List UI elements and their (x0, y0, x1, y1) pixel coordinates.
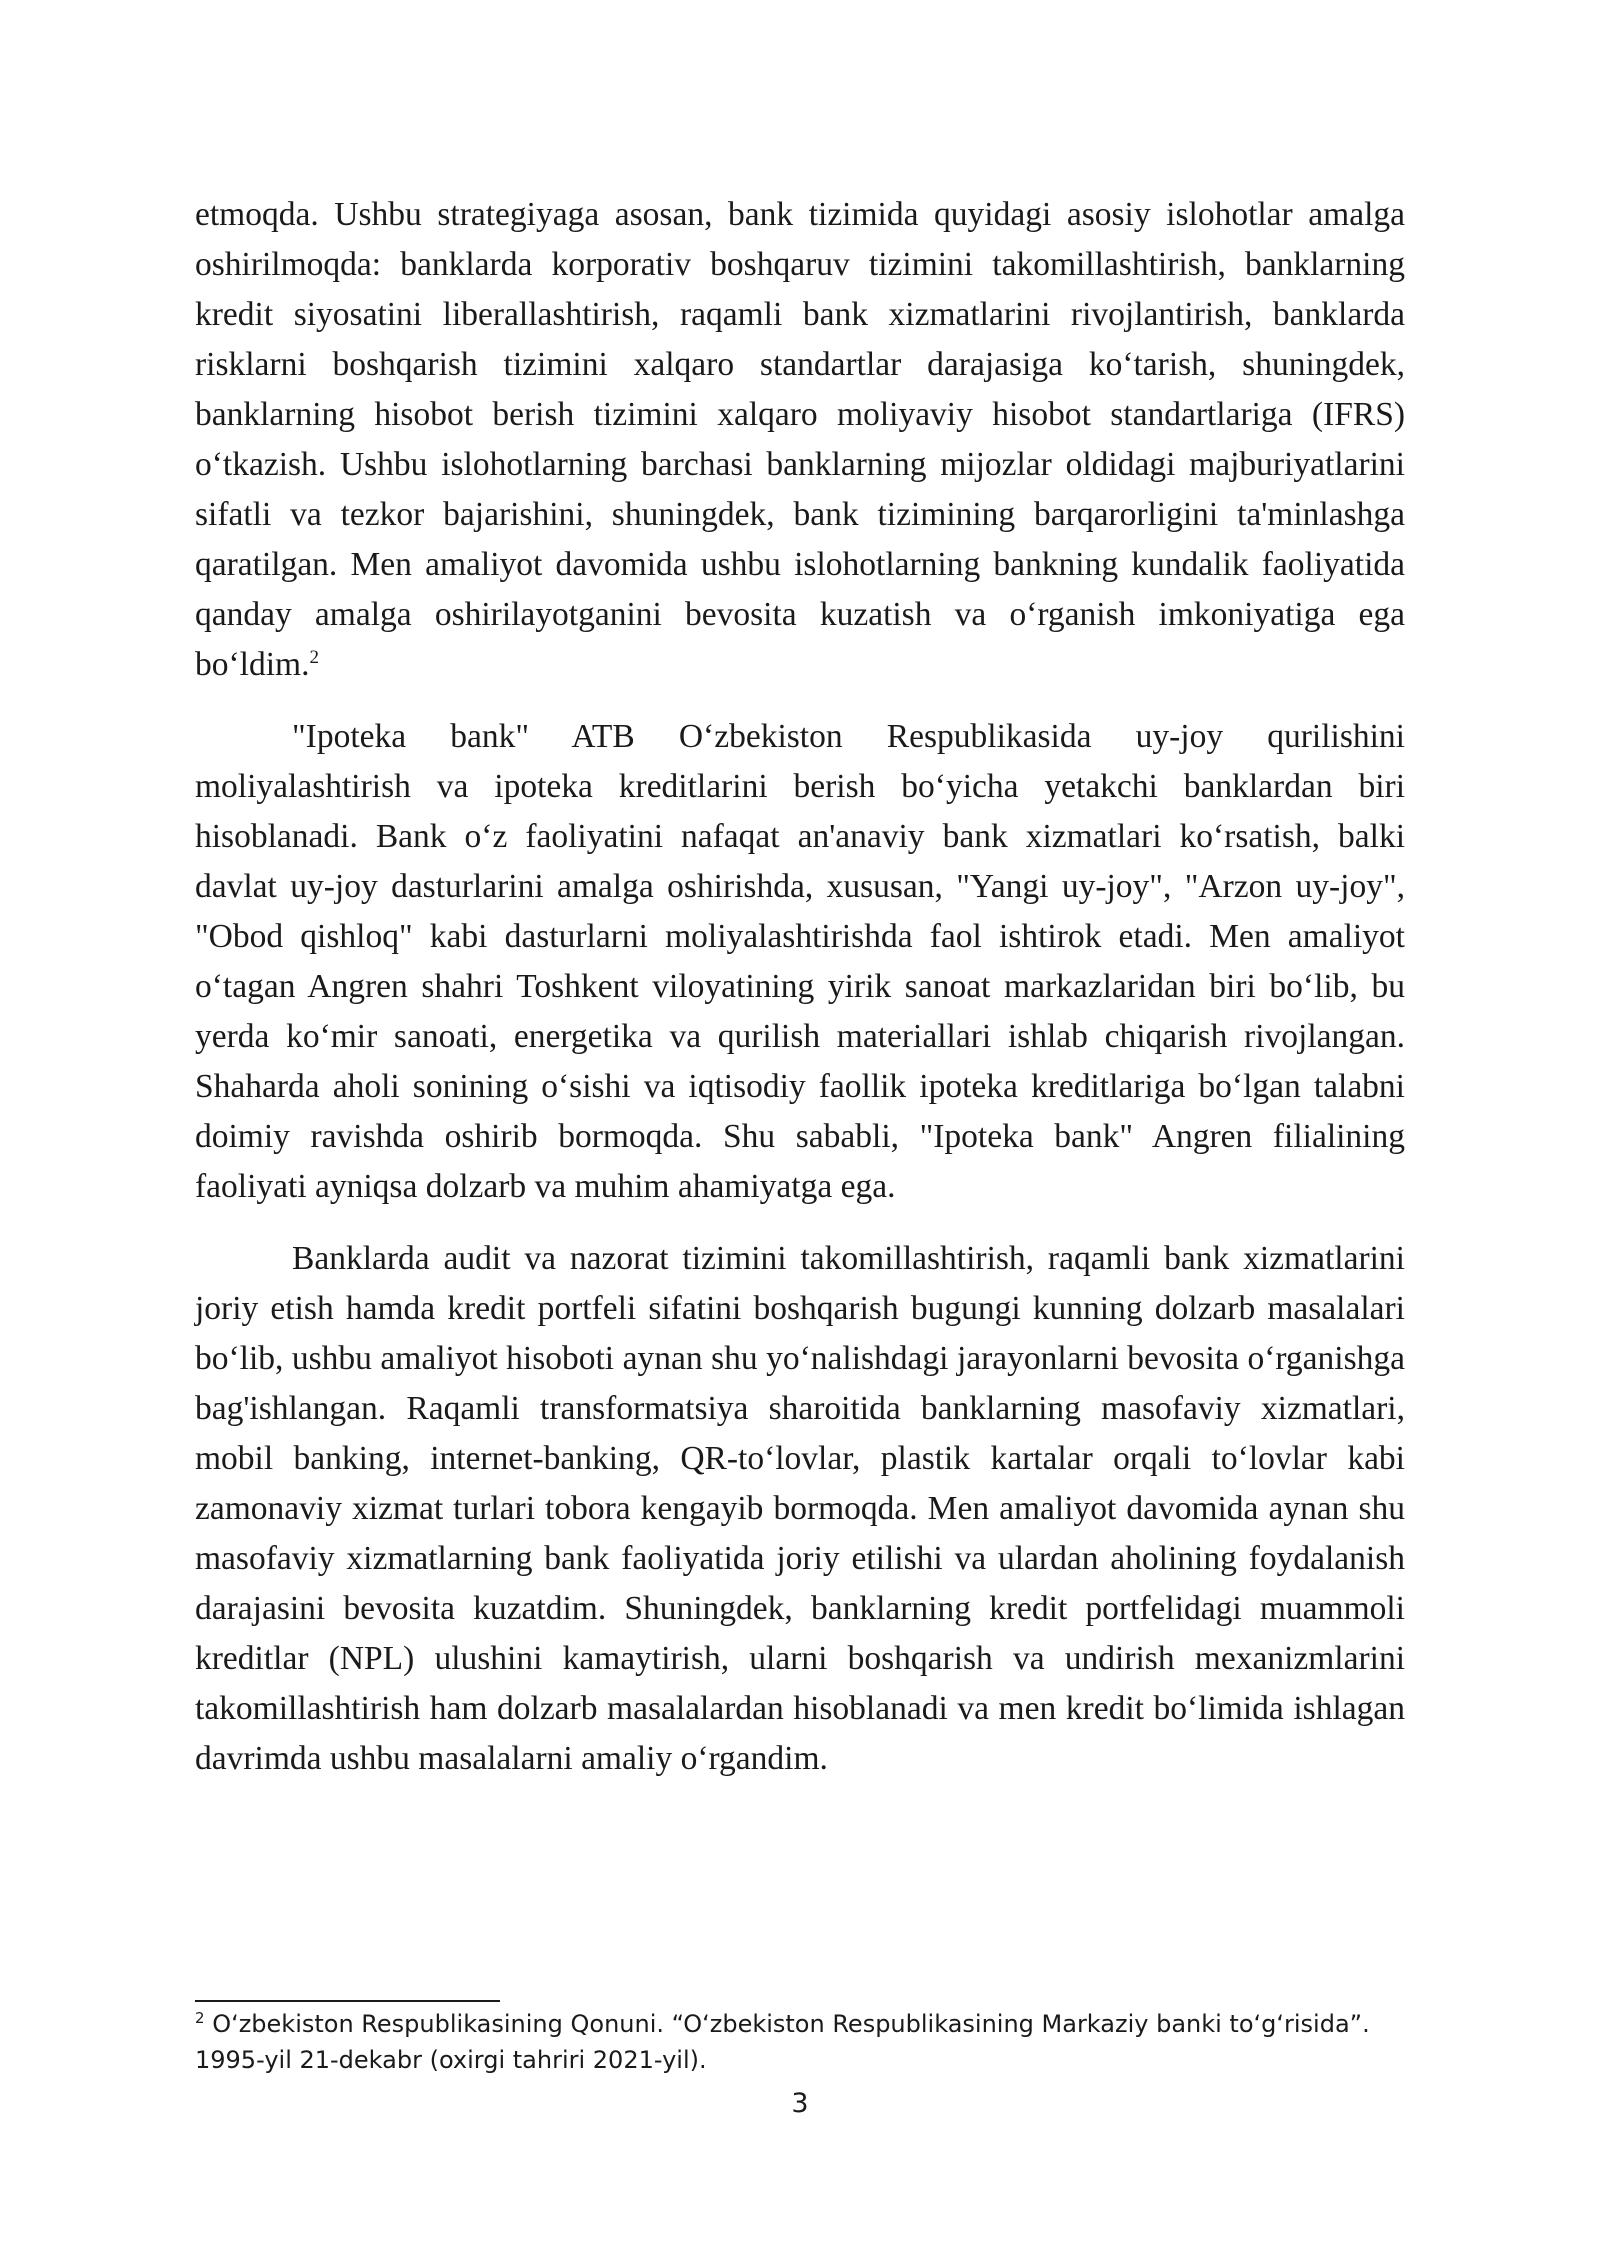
footnote-number: 2 (195, 2009, 205, 2027)
paragraph-audit-digital: Banklarda audit va nazorat tizimini takomillashtirish, raqamli bank xizmatlarini joriy etish hamda kredit portfeli sifatini boshqarish bugungi kunning dolzarb masalalari bo‘lib, ushbu amaliyot hisoboti aynan shu yo‘nalishdagi jarayonlarni bevosita o‘rganishga bag'ishlangan. Raqamli transformatsiya sharoitida banklarning masofaviy xizmatlari, mobil banking, internet-banking, QR-to‘lovlar, plastik kartalar orqali to‘lovlar kabi zamonaviy xizmat turlari tobora kengayib bormoqda. Men amaliyot davomida aynan shu masofaviy xizmatlarning bank faoliyatida joriy etilishi va ulardan aholining foydalanish darajasini bevosita kuzatdim. Shuningdek, banklarning kredit portfelidagi muammoli kreditlar (NPL) ulushini kamaytirish, ularni boshqarish va undirish mexanizmlarini takomillashtirish ham dolzarb masalalardan hisoblanadi va men kredit bo‘limida ishlagan davrimda ushbu masalalarni amaliy o‘rgandim. (195, 1240, 1405, 1777)
paragraph-text: etmoqda. Ushbu strategiyaga asosan, bank tizimida quyidagi asosiy islohotlar amalga oshirilmoqda: banklarda korporativ boshqaruv tizimini takomillashtirish, banklarning kredit siyosatini liberallashtirish, raqamli bank xizmatlarini rivojlantirish, banklarda risklarni boshqarish tizimini xalqaro standartlar darajasiga ko‘tarish, shuningdek, banklarning hisobot berish tizimini xalqaro moliyaviy hisobot standartlariga (IFRS) o‘tkazish. Ushbu islohotlarning barchasi banklarning mijozlar oldidagi majburiyatlarini sifatli va tezkor bajarishini, shuningdek, bank tizimining barqarorligini ta'minlashga qaratilgan. Men amaliyot davomida ushbu islohotlarning bankning kundalik faoliyatida qanday amalga oshirilayotganini bevosita kuzatish va o‘rganish imkoniyatiga ega bo‘ldim. (195, 196, 1405, 683)
body-text (195, 190, 1405, 1806)
paragraph-ipoteka-bank: "Ipoteka bank" ATB O‘zbekiston Respublikasida uy-joy qurilishini moliyalashtirish va ipoteka kreditlarini berish bo‘yicha yetakchi banklardan biri hisoblanadi. Bank o‘z faoliyatini nafaqat an'anaviy bank xizmatlari ko‘rsatish, balki davlat uy-joy dasturlarini amalga oshirishda, xususan, "Yangi uy-joy", "Arzon uy-joy", "Obod qishloq" kabi dasturlarni moliyalashtirishda faol ishtirok etadi. Men amaliyot o‘tagan Angren shahri Toshkent viloyatining yirik sanoat markazlaridan biri bo‘lib, bu yerda ko‘mir sanoati, energetika va qurilish materiallari ishlab chiqarish rivojlangan. Shaharda aholi sonining o‘sishi va iqtisodiy faollik ipoteka kreditlariga bo‘lgan talabni doimiy ravishda oshirib bormoqda. Shu sababli, "Ipoteka bank" Angren filialining faoliyati ayniqsa dolzarb va muhim ahamiyatga ega. (195, 718, 1405, 1205)
footnote-reference: 2 (309, 646, 319, 668)
page-number: 3 (791, 2088, 809, 2119)
paragraph-continuation (195, 190, 1405, 690)
footnote-divider (195, 2000, 500, 2002)
footnote (195, 2006, 1375, 2078)
footnote-text: O‘zbekiston Respublikasining Qonuni. “O‘zbekiston Respublikasining Markaziy banki to‘g‘risida”. 1995-yil 21-dekabr (oxirgi tahriri 2021-yil). (195, 2010, 1370, 2074)
